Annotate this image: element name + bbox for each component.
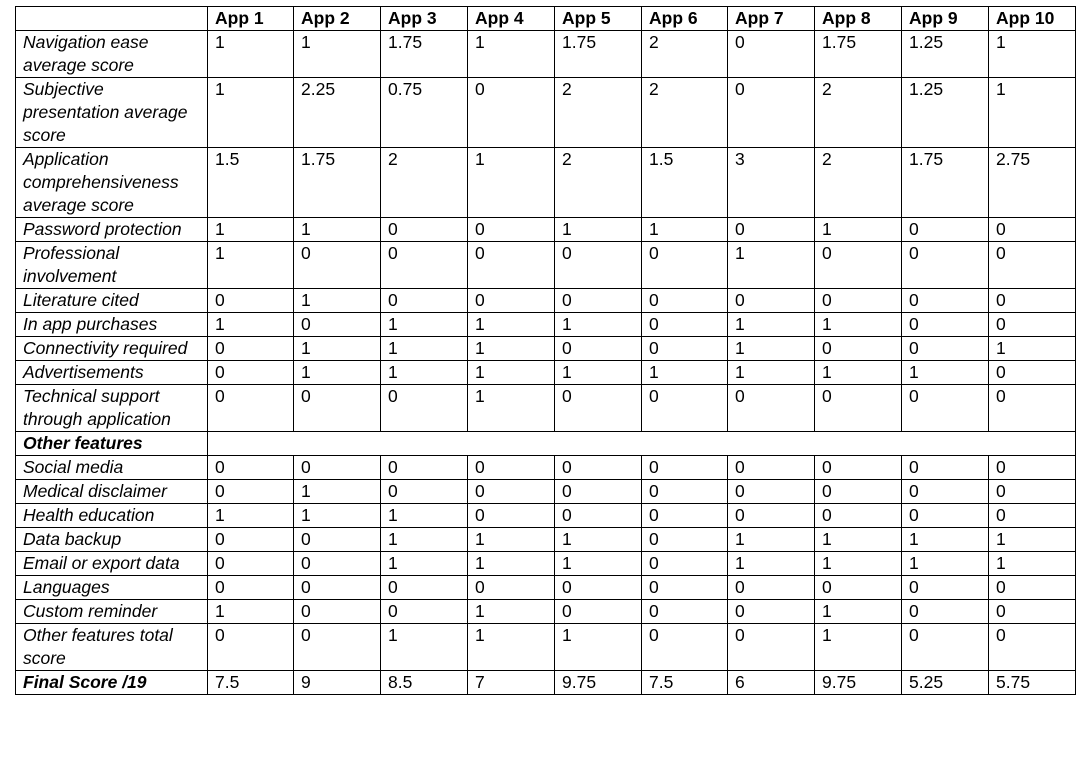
section-label: Other features [16,432,208,456]
score-cell: 0 [642,337,728,361]
score-cell: 1 [989,528,1076,552]
score-cell: 1 [728,361,815,385]
score-cell: 0 [208,480,294,504]
score-cell: 0 [642,528,728,552]
score-cell: 0 [902,218,989,242]
table-row [16,456,1076,480]
score-cell: 1 [555,361,642,385]
row-label: Final Score /19 [16,671,208,695]
score-cell: 0 [294,385,381,432]
score-cell: 0 [642,456,728,480]
score-cell: 1 [728,528,815,552]
score-cell: 1 [468,624,555,671]
score-cell: 0 [208,552,294,576]
score-cell: 1 [468,313,555,337]
section-row [16,432,1076,456]
score-cell: 0 [728,600,815,624]
score-cell: 1 [815,552,902,576]
score-cell: 2 [555,148,642,218]
score-cell: 1 [381,361,468,385]
score-cell: 1.75 [902,148,989,218]
row-label: Email or export data [16,552,208,576]
score-cell: 0 [381,456,468,480]
score-cell: 0 [294,456,381,480]
table-row [16,31,1076,78]
score-cell: 0 [902,313,989,337]
score-cell: 1 [468,31,555,78]
score-cell: 1 [381,313,468,337]
score-cell: 0 [815,576,902,600]
score-cell: 1 [902,552,989,576]
score-cell: 0 [468,480,555,504]
score-cell: 0 [555,242,642,289]
score-cell: 0 [728,624,815,671]
table-row [16,313,1076,337]
score-cell: 9 [294,671,381,695]
row-label: Social media [16,456,208,480]
table-body [16,31,1076,695]
score-cell: 0 [468,242,555,289]
score-cell: 0 [208,624,294,671]
score-cell: 1 [555,552,642,576]
score-cell: 0 [642,289,728,313]
score-cell: 0 [381,289,468,313]
score-cell: 2 [642,31,728,78]
score-cell: 7 [468,671,555,695]
score-cell: 0 [642,385,728,432]
score-cell: 1 [294,218,381,242]
score-cell: 0 [728,218,815,242]
score-cell: 0 [642,242,728,289]
score-cell: 0 [294,624,381,671]
row-label: Health education [16,504,208,528]
score-cell: 0 [555,337,642,361]
score-cell: 1 [815,313,902,337]
score-cell: 0 [989,624,1076,671]
score-cell: 0 [989,480,1076,504]
score-cell: 1 [208,504,294,528]
table-row [16,337,1076,361]
table-row [16,552,1076,576]
score-cell: 0 [815,385,902,432]
score-cell: 1 [555,528,642,552]
table-row [16,576,1076,600]
score-cell: 0 [642,313,728,337]
score-cell: 0 [294,242,381,289]
row-label: Navigation ease average score [16,31,208,78]
row-label: Password protection [16,218,208,242]
score-cell: 0 [208,385,294,432]
score-cell: 9.75 [555,671,642,695]
score-cell: 0 [468,456,555,480]
score-cell: 8.5 [381,671,468,695]
score-cell: 1.25 [902,31,989,78]
row-label: Connectivity required [16,337,208,361]
score-cell: 1 [555,313,642,337]
table-row [16,480,1076,504]
score-cell: 2 [642,78,728,148]
section-spacer [208,432,1076,456]
score-cell: 2.25 [294,78,381,148]
score-cell: 0 [728,31,815,78]
score-cell: 0 [468,218,555,242]
score-cell: 0 [902,242,989,289]
score-cell: 1.75 [815,31,902,78]
score-cell: 1 [381,528,468,552]
table-row [16,242,1076,289]
score-cell: 1 [989,552,1076,576]
score-cell: 1 [989,78,1076,148]
score-cell: 0 [989,289,1076,313]
score-cell: 0 [208,576,294,600]
score-cell: 1 [294,480,381,504]
score-cell: 0 [208,528,294,552]
score-cell: 0 [902,600,989,624]
column-header: App 10 [989,7,1076,31]
score-cell: 1.25 [902,78,989,148]
table-row [16,218,1076,242]
score-cell: 0 [815,504,902,528]
score-cell: 1 [208,31,294,78]
score-cell: 1 [902,361,989,385]
score-cell: 1 [815,218,902,242]
score-cell: 1 [294,361,381,385]
score-cell: 0 [555,456,642,480]
score-cell: 1 [555,218,642,242]
score-cell: 0 [642,624,728,671]
score-cell: 0 [815,337,902,361]
score-cell: 1.75 [555,31,642,78]
score-cell: 0 [902,456,989,480]
score-cell: 7.5 [208,671,294,695]
table-row [16,289,1076,313]
score-cell: 1.5 [642,148,728,218]
score-cell: 0 [381,218,468,242]
column-header: App 3 [381,7,468,31]
score-cell: 0 [642,576,728,600]
score-cell: 6 [728,671,815,695]
score-cell: 0 [555,600,642,624]
row-label: Technical support through application [16,385,208,432]
table-row [16,361,1076,385]
score-cell: 1 [815,528,902,552]
score-cell: 0 [815,480,902,504]
score-cell: 0 [642,600,728,624]
column-header: App 7 [728,7,815,31]
score-cell: 0.75 [381,78,468,148]
table-row [16,148,1076,218]
score-cell: 0 [468,78,555,148]
score-cell: 0 [989,313,1076,337]
score-cell: 1 [294,31,381,78]
score-cell: 1.75 [381,31,468,78]
score-cell: 1 [208,600,294,624]
score-cell: 0 [208,456,294,480]
score-cell: 0 [815,456,902,480]
score-cell: 1 [989,337,1076,361]
score-cell: 1 [989,31,1076,78]
table-row [16,385,1076,432]
score-cell: 1 [208,218,294,242]
row-label: Other features total score [16,624,208,671]
score-cell: 1.5 [208,148,294,218]
score-cell: 2 [815,78,902,148]
score-cell: 0 [294,528,381,552]
score-cell: 0 [468,504,555,528]
score-cell: 1 [294,337,381,361]
score-cell: 2 [381,148,468,218]
score-cell: 0 [208,361,294,385]
score-cell: 0 [902,480,989,504]
score-cell: 1 [815,600,902,624]
score-cell: 1 [815,361,902,385]
score-cell: 1 [294,504,381,528]
score-cell: 7.5 [642,671,728,695]
score-cell: 1.75 [294,148,381,218]
score-cell: 0 [989,600,1076,624]
score-cell: 1 [208,78,294,148]
score-cell: 1 [468,528,555,552]
table-row [16,600,1076,624]
score-cell: 1 [728,337,815,361]
score-cell: 1 [815,624,902,671]
score-cell: 1 [381,504,468,528]
row-label: Application comprehensiveness average score [16,148,208,218]
row-label: Medical disclaimer [16,480,208,504]
table-row [16,78,1076,148]
score-cell: 0 [642,552,728,576]
score-cell: 0 [642,480,728,504]
score-cell: 1 [294,289,381,313]
score-cell: 1 [642,218,728,242]
score-cell: 1 [468,600,555,624]
score-cell: 1 [381,552,468,576]
score-cell: 1 [902,528,989,552]
score-cell: 1 [555,624,642,671]
score-cell: 1 [728,552,815,576]
score-cell: 0 [208,289,294,313]
column-header: App 6 [642,7,728,31]
table-row [16,504,1076,528]
score-cell: 0 [381,600,468,624]
app-comparison-table [15,6,1076,695]
score-cell: 0 [728,576,815,600]
row-label: Advertisements [16,361,208,385]
score-cell: 0 [555,480,642,504]
score-cell: 3 [728,148,815,218]
score-cell: 0 [728,78,815,148]
score-cell: 0 [728,289,815,313]
score-cell: 0 [294,576,381,600]
table-row [16,528,1076,552]
score-cell: 0 [381,480,468,504]
corner-cell [16,7,208,31]
header-row [16,7,1076,31]
score-cell: 1 [468,385,555,432]
table-row [16,671,1076,695]
table-row [16,624,1076,671]
score-cell: 0 [208,337,294,361]
score-cell: 0 [728,385,815,432]
column-header: App 4 [468,7,555,31]
score-cell: 1 [381,337,468,361]
score-cell: 0 [989,385,1076,432]
score-cell: 0 [555,289,642,313]
score-cell: 1 [642,361,728,385]
column-header: App 1 [208,7,294,31]
row-label: Languages [16,576,208,600]
score-cell: 0 [728,504,815,528]
score-cell: 0 [902,289,989,313]
score-cell: 5.75 [989,671,1076,695]
score-cell: 0 [728,480,815,504]
score-cell: 0 [381,385,468,432]
score-cell: 0 [294,552,381,576]
row-label: Subjective presentation average score [16,78,208,148]
column-header: App 8 [815,7,902,31]
score-cell: 0 [468,289,555,313]
score-cell: 0 [902,576,989,600]
score-cell: 0 [989,218,1076,242]
score-cell: 0 [642,504,728,528]
score-cell: 0 [989,576,1076,600]
score-cell: 2.75 [989,148,1076,218]
score-cell: 1 [468,148,555,218]
score-cell: 0 [902,624,989,671]
score-cell: 0 [989,242,1076,289]
score-cell: 0 [815,289,902,313]
score-cell: 0 [989,361,1076,385]
row-label: In app purchases [16,313,208,337]
row-label: Literature cited [16,289,208,313]
score-cell: 1 [468,552,555,576]
score-cell: 0 [468,576,555,600]
score-cell: 0 [815,242,902,289]
score-cell: 2 [815,148,902,218]
score-cell: 9.75 [815,671,902,695]
row-label: Custom reminder [16,600,208,624]
score-cell: 1 [728,313,815,337]
score-cell: 0 [902,385,989,432]
column-header: App 2 [294,7,381,31]
column-header: App 5 [555,7,642,31]
score-cell: 0 [555,385,642,432]
score-cell: 2 [555,78,642,148]
score-cell: 1 [208,242,294,289]
score-cell: 1 [208,313,294,337]
score-cell: 5.25 [902,671,989,695]
row-label: Professional involvement [16,242,208,289]
score-cell: 0 [381,576,468,600]
row-label: Data backup [16,528,208,552]
score-cell: 0 [381,242,468,289]
score-cell: 0 [294,600,381,624]
score-cell: 0 [555,576,642,600]
score-cell: 1 [381,624,468,671]
score-cell: 0 [902,337,989,361]
score-cell: 0 [989,504,1076,528]
score-cell: 0 [728,456,815,480]
score-cell: 0 [555,504,642,528]
score-cell: 1 [728,242,815,289]
column-header: App 9 [902,7,989,31]
score-cell: 0 [902,504,989,528]
score-cell: 1 [468,361,555,385]
score-cell: 0 [294,313,381,337]
score-cell: 1 [468,337,555,361]
score-cell: 0 [989,456,1076,480]
